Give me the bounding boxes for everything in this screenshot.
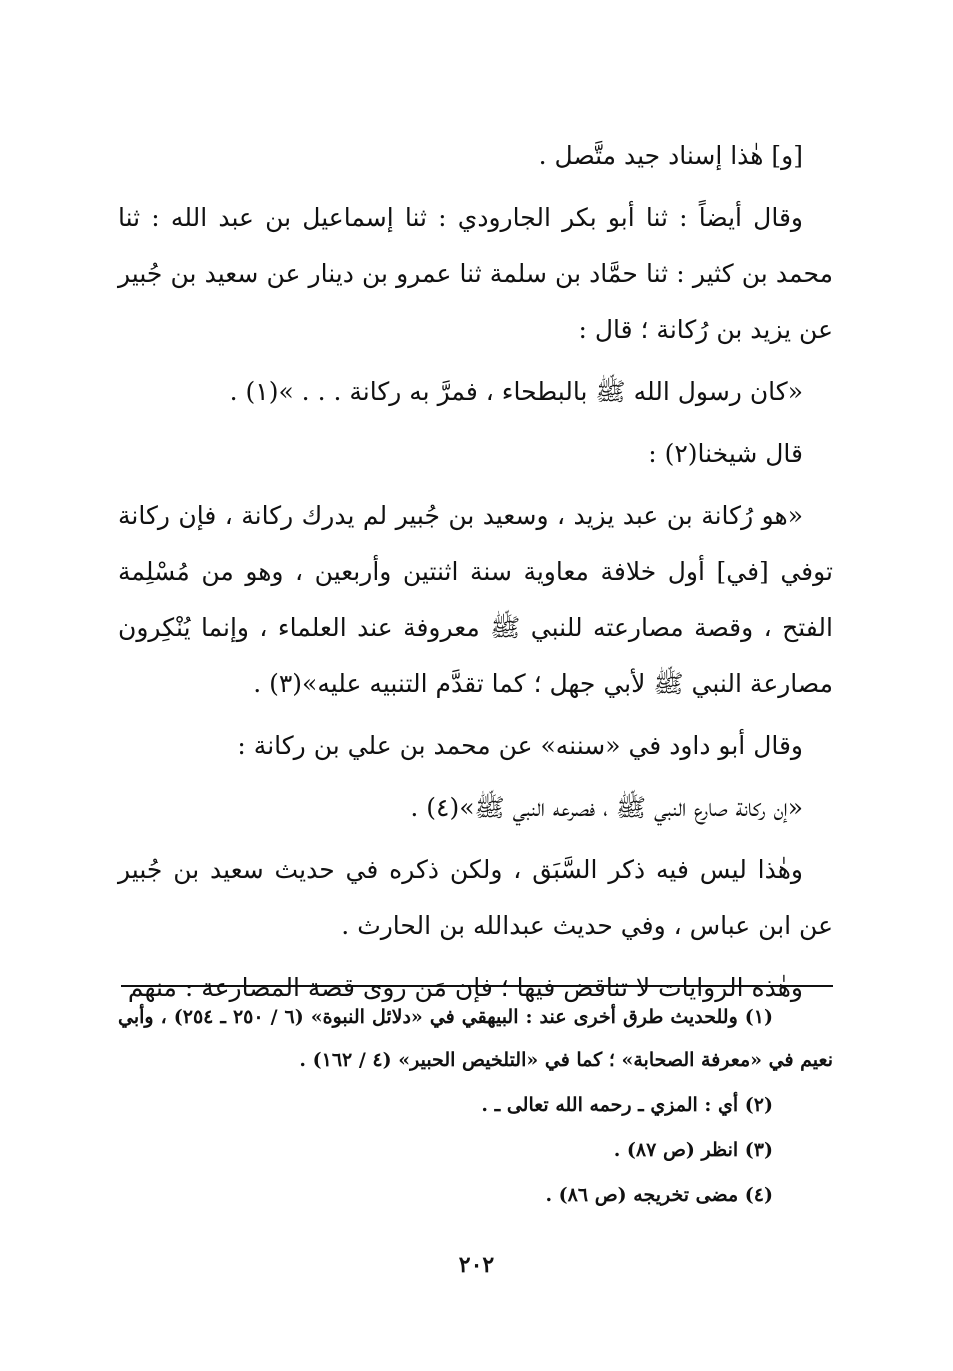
paragraph-3: «كان رسول الله ﷺ بالبطحاء ، فمرَّ به ركانة . . . »(١) . bbox=[229, 377, 803, 406]
footnotes bbox=[118, 996, 833, 1219]
footnote-1: (١) وللحديث طرق أخرى عند : البيهقي في «دلائل النبوة» (٦ / ٢٥٠ ـ ٢٥٤) ، وأبي نعيم في «معرفة الصحابة» ؛ كما في «التلخيص الحبير» (٤ / ١٦٢) . bbox=[118, 1006, 833, 1071]
paragraph-6: وقال أبو داود في «سننه» عن محمد بن علي بن ركانة : bbox=[237, 731, 803, 760]
footnote-4: (٤) مضى تخريجه (ص ٨٦) . bbox=[545, 1184, 773, 1206]
paragraph-8: وهٰذا ليس فيه ذكر السَّبَق ، ولكن ذكره في حديث سعيد بن جُبير عن ابن عباس ، وفي حديث عبدالله بن الحارث . bbox=[118, 855, 833, 940]
footnote-2: (٢) أي : المزي ـ رحمه الله تعالى ـ . bbox=[481, 1094, 773, 1116]
footnote-3: (٣) انظر (ص ٨٧) . bbox=[613, 1139, 773, 1161]
paragraph-4: قال شيخنا(٢) : bbox=[648, 439, 803, 468]
paragraph-5: «هو رُكانة بن عبد يزيد ، وسعيد بن جُبير لم يدرك ركانة ، فإن ركانة توفي [في] أول خلافة معاوية سنة اثنتين وأربعين ، وهو من مُسْلِمة الفتح ، وقصة مصارعته للنبي ﷺ معروفة عند العلماء ، وإنما يُنْكِرون مصارعة النبي ﷺ لأبي جهل ؛ كما تقدَّم التنبيه عليه»(٣) . bbox=[118, 501, 833, 698]
paragraph-9: وهٰذه الروايات لا تناقض فيها ؛ فإن مَن روى قصة المصارعة : منهم bbox=[127, 973, 803, 1002]
paragraph-2: وقال أيضاً : ثنا أبو بكر الجارودي : ثنا إسماعيل بن عبد الله : ثنا محمد بن كثير : ثنا حمَّاد بن سلمة ثنا عمرو بن دينار عن سعيد بن جُبير عن يزيد بن رُكانة ؛ قال : bbox=[118, 203, 833, 344]
paragraph-1: [و] هٰذا إسناد جيد متَّصل . bbox=[538, 141, 803, 170]
main-text bbox=[118, 128, 833, 1022]
paragraph-7: «إن ركانة صارع النبي ﷺ ، فصرعه النبي ﷺ»(٤) . bbox=[410, 793, 803, 822]
page-number: ٢٠٢ bbox=[458, 1252, 495, 1278]
footnote-divider bbox=[121, 985, 833, 987]
